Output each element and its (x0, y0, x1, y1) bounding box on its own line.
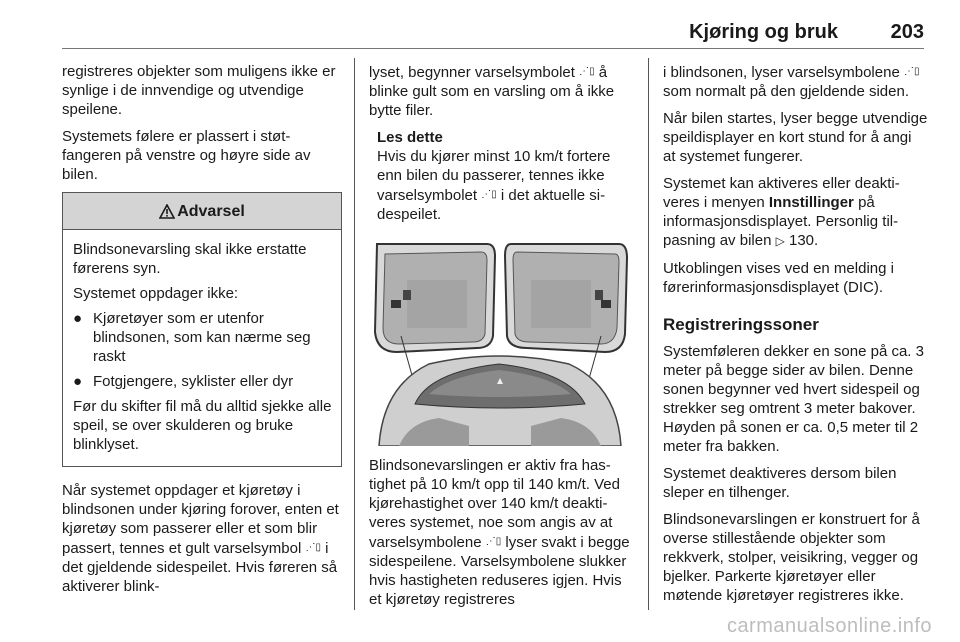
text-run: i blindsonen, lyser varselsymbolene (663, 64, 900, 81)
page-number: 203 (890, 21, 924, 43)
blind-spot-icon: ⋰▯ (485, 536, 502, 547)
text-run: Når systemet oppdager et kjøretøy i blindsonen under kjøring forover, enten et kjøretøy som passerer eller et som blir passert, tennes et gult varselsymbol (62, 482, 339, 557)
paragraph: Systemets følere er plassert i støtfangeren på venstre og høyre side av bilen. (62, 128, 311, 183)
paragraph: Systemet oppdager ikke: (73, 285, 239, 302)
page-reference[interactable]: 130. (789, 232, 819, 249)
menu-name: Innstillinger (768, 194, 854, 211)
list-item (73, 309, 333, 366)
warning-box (62, 192, 342, 467)
warning-body (63, 230, 341, 466)
note-box (369, 128, 634, 224)
text-run: Blindsonevarslingen er aktiv fra hastighet på 10 km/t opp til 140 km/t. Ved kjørehastighet over 140 km/t deaktiveres systemet, noe som angis av at varselsymbolene (369, 457, 620, 551)
text-run: Systemet kan aktiveres eller deaktiveres i menyen (663, 175, 900, 211)
mirror-illustration (369, 236, 631, 446)
blind-spot-icon: ⋰▯ (579, 66, 595, 77)
text-run: som normalt på den gjeldende siden. (663, 83, 909, 100)
paragraph: Blindsonevarslingen er konstruert for å overse stillestående objekter som rekkverk, stolper, veisikring, vegger og bjelker. Parkerte kjøretøyer eller møtende kjøretøyer registreres ikke. (663, 511, 920, 604)
paragraph: registreres objekter som muligens ikke er synlige i de innvendige og utvendige speilene. (62, 63, 336, 118)
paragraph (663, 62, 928, 101)
paragraph: Før du skifter fil må du alltid sjekke alle speil, se over skulderen og bruke blinklyset. (73, 398, 332, 453)
column-3 (663, 62, 928, 613)
text-run: på informasjonsdisplayet. Personlig tilpasning av bilen (663, 194, 899, 249)
watermark: carmanualsonline.info (726, 615, 932, 637)
bullet-icon: ● (73, 310, 83, 327)
column-1 (62, 62, 342, 604)
chapter-title: Kjøring og bruk (689, 21, 838, 43)
list-item-text: Kjøretøyer som er utenfor blindsonen, som kan nærme seg raskt (93, 310, 311, 365)
text-run: i det gjeldende sidespeilet. Hvis føreren så aktiverer blink- (62, 540, 338, 595)
paragraph: Systemet deaktiveres dersom bilen sleper en tilhenger. (663, 465, 897, 501)
blind-spot-icon: ⋰▯ (305, 542, 321, 553)
list-item-text: Fotgjengere, syklister eller dyr (93, 373, 294, 390)
column-divider-2 (648, 58, 649, 610)
blind-spot-icon: ⋰▯ (481, 189, 497, 200)
paragraph: Blindsonevarsling skal ikke erstatte førerens syn. (73, 241, 307, 277)
paragraph: Utkoblingen vises ved en melding i førerinformasjonsdisplayet (DIC). (663, 260, 894, 296)
paragraph: Når bilen startes, lyser begge utvendige speildisplayer en kort stund for å angi at systemet fungerer. (663, 110, 928, 165)
car-mirrors-illustration (369, 236, 631, 446)
paragraph (369, 456, 634, 609)
paragraph (663, 174, 928, 251)
section-heading: Registreringssoner (663, 315, 819, 334)
text-run: lyset, begynner varselsymbolet (369, 64, 575, 81)
warning-title: Advarsel (177, 202, 245, 220)
warning-header (63, 193, 341, 230)
blind-spot-icon: ⋰▯ (903, 66, 920, 77)
warning-icon (159, 204, 175, 219)
paragraph (369, 62, 634, 120)
note-text (377, 147, 634, 224)
page-reference-icon: ▷ (775, 234, 785, 248)
paragraph: Systemføleren dekker en sone på ca. 3 meter på begge sider av bilen. Denne sonen begynner ved hvert sidespeil og strekker seg omtrent 3 meter bakover. Høyden på sonen er ca. 0,5 meter til 2 meter fra bakken. (663, 343, 924, 455)
column-2 (369, 62, 634, 617)
paragraph (62, 481, 342, 596)
text-run: Hvis du kjører minst 10 km/t fortere enn bilen du passerer, tennes ikke varselsymbolet (377, 148, 611, 204)
note-title: Les dette (377, 129, 443, 146)
text-run: lyser svakt i begge sidespeilene. Varselsymbolene slukker hvis hastigheten reduseres igjen. Hvis et kjøretøy registreres (369, 534, 630, 608)
list-item (73, 372, 333, 391)
page-header (62, 14, 924, 49)
text-run: i det aktuelle sidespeilet. (377, 187, 606, 223)
text-run: å blinke gult som en varsling om å ikke bytte filer. (369, 64, 615, 119)
bullet-icon: ● (73, 373, 83, 390)
column-divider-1 (354, 58, 355, 610)
